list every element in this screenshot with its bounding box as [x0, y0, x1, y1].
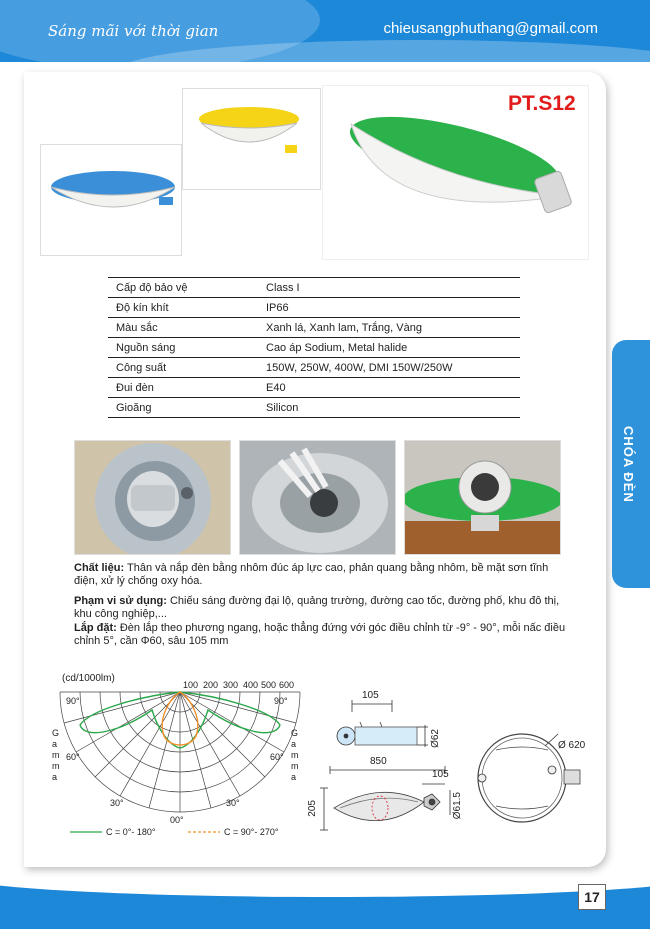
dim-105-side: 105 [432, 769, 449, 780]
table-row [108, 318, 520, 338]
legend-c0: C = 0°- 180° [106, 827, 156, 837]
page-footer [0, 877, 650, 929]
dim-diameter-62: Ø62 [430, 729, 441, 748]
angle-30-right: 30° [226, 798, 240, 808]
product-code: PT.S12 [508, 92, 576, 115]
material-text: Thân và nắp đèn bằng nhôm đúc áp lực cao, phản quang bằng nhôm, bề mặt sơn tĩnh điện, xử lý chống oxy hóa. [74, 562, 549, 587]
spec-value: 150W, 250W, 400W, DMI 150W/250W [258, 358, 520, 378]
install-text: Đèn lắp theo phương ngang, hoặc thẳng đứng với góc điều chỉnh từ -9° - 90°, mỗi nấc điều chỉnh 5°, cần Φ60, sâu 105 mm [74, 622, 566, 647]
dimension-drawing [300, 690, 600, 840]
table-row [108, 298, 520, 318]
angle-60-left: 60° [66, 752, 80, 762]
page-header [0, 0, 650, 62]
photo-detail-front [74, 440, 231, 555]
table-row [108, 358, 520, 378]
polar-scale-400: 400 [243, 680, 259, 690]
spec-value: Xanh lá, Xanh lam, Trắng, Vàng [258, 318, 520, 338]
spec-label: Độ kín khít [108, 298, 258, 318]
photo-detail-open [404, 440, 561, 555]
spec-value: Class I [258, 278, 520, 298]
dim-205: 205 [307, 800, 318, 817]
install-label: Lắp đặt: [74, 622, 117, 634]
gamma-label-right: Gamma [291, 728, 299, 782]
polar-scale-100: 100 [183, 680, 199, 690]
angle-60-right: 60° [270, 752, 284, 762]
spec-label: Nguồn sáng [108, 338, 258, 358]
contact-email: chieusangphuthang@gmail.com [383, 20, 598, 37]
spec-table [108, 277, 520, 418]
usage-text: Chiếu sáng đường đại lộ, quảng trường, đường cao tốc, đường phố, khu đô thị, khu công nghiệp,... [74, 595, 560, 620]
spec-label: Gioăng [108, 398, 258, 418]
spec-label: Cấp độ bảo vệ [108, 278, 258, 298]
polar-unit: (cd/1000lm) [62, 673, 115, 684]
side-tab-label: CHÓA ĐÈN [621, 426, 636, 503]
dim-850: 850 [370, 756, 387, 767]
usage-paragraph [74, 595, 574, 621]
spec-value: Cao áp Sodium, Metal halide [258, 338, 520, 358]
table-row [108, 278, 520, 298]
photo-blue-lamp [40, 144, 182, 256]
spec-value: E40 [258, 378, 520, 398]
usage-label: Phạm vi sử dụng: [74, 595, 167, 607]
footer-wave [0, 877, 650, 897]
spec-value: Silicon [258, 398, 520, 418]
dim-diameter-615: Ø61.5 [452, 792, 463, 820]
material-label: Chất liệu: [74, 562, 125, 574]
polar-scale-300: 300 [223, 680, 239, 690]
legend-c90: C = 90°- 270° [224, 827, 279, 837]
spec-label: Đui đèn [108, 378, 258, 398]
install-paragraph [74, 622, 574, 648]
photo-yellow-lamp [182, 88, 321, 190]
polar-scale-200: 200 [203, 680, 219, 690]
spec-value: IP66 [258, 298, 520, 318]
material-paragraph [74, 562, 574, 588]
dim-diameter-620: Ø 620 [558, 740, 586, 751]
side-tab [612, 340, 650, 588]
gamma-label-left: Gamma [52, 728, 60, 782]
polar-scale-500: 500 [261, 680, 277, 690]
table-row [108, 378, 520, 398]
table-row [108, 398, 520, 418]
photo-detail-socket [239, 440, 396, 555]
page-number: 17 [578, 884, 606, 910]
spec-label: Công suất [108, 358, 258, 378]
dim-105-top: 105 [362, 690, 379, 701]
table-row [108, 338, 520, 358]
angle-90-left: 90° [66, 696, 80, 706]
angle-30-left: 30° [110, 798, 124, 808]
spec-label: Màu sắc [108, 318, 258, 338]
angle-90-right: 90° [274, 696, 288, 706]
polar-scale-600: 600 [279, 680, 295, 690]
tagline: Sáng mãi với thời gian [48, 22, 219, 40]
angle-0: 00° [170, 815, 184, 825]
